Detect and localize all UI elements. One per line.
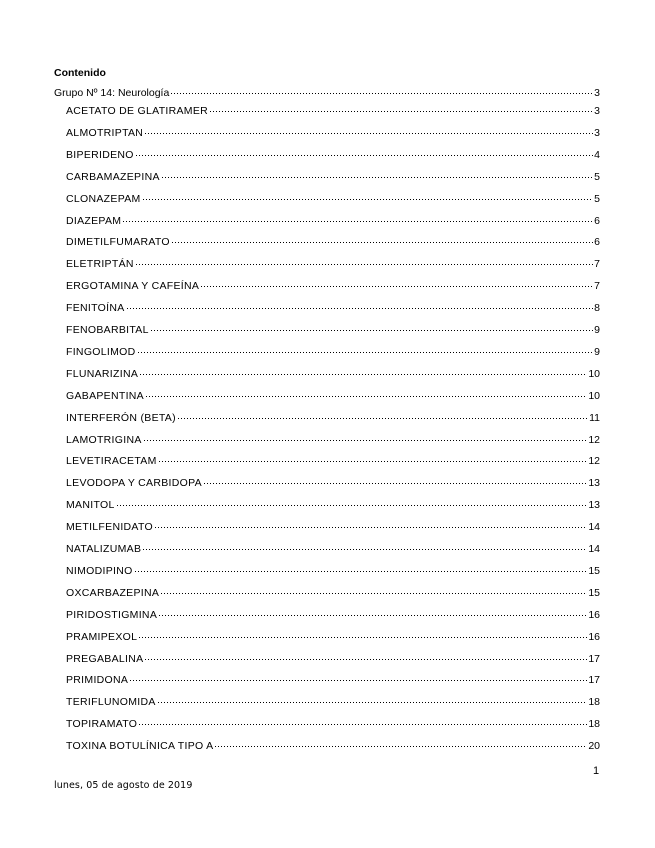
toc-leader-dots bbox=[209, 101, 593, 114]
toc-entry-label: FLUNARIZINA bbox=[66, 367, 139, 380]
toc-entry-page: 17 bbox=[588, 652, 600, 665]
toc-leader-dots bbox=[154, 517, 587, 530]
toc-leader-dots bbox=[116, 495, 588, 508]
toc-entry[interactable] bbox=[66, 167, 600, 184]
toc-entry-page: 12 bbox=[588, 433, 600, 446]
toc-leader-dots bbox=[214, 736, 587, 749]
toc-entry[interactable] bbox=[66, 211, 600, 228]
toc-leader-dots bbox=[145, 386, 587, 399]
toc-entry-page: 5 bbox=[594, 192, 600, 205]
toc-entry[interactable] bbox=[66, 342, 600, 359]
toc-entry-page: 4 bbox=[594, 148, 600, 161]
toc-leader-dots bbox=[170, 83, 593, 96]
toc-entry[interactable] bbox=[66, 254, 600, 271]
toc-entry[interactable] bbox=[66, 320, 600, 337]
toc-leader-dots bbox=[142, 539, 587, 552]
toc-entry-page: 7 bbox=[594, 258, 600, 271]
toc-entry-page: 13 bbox=[588, 477, 600, 490]
toc-heading: Contenido bbox=[54, 67, 106, 79]
toc-entry[interactable] bbox=[66, 561, 600, 578]
toc-entry-label: PRAMIPEXOL bbox=[66, 630, 138, 643]
toc-entry-page: 9 bbox=[594, 345, 600, 358]
toc-entry-page: 10 bbox=[588, 389, 600, 402]
toc-entry-label: TOXINA BOTULÍNICA TIPO A bbox=[66, 740, 214, 753]
page-number: 1 bbox=[593, 765, 600, 777]
toc-entry-label: PIRIDOSTIGMINA bbox=[66, 608, 158, 621]
toc-main-entry-page: 3 bbox=[594, 87, 600, 99]
toc-entry[interactable] bbox=[66, 714, 600, 731]
toc-entry-page: 3 bbox=[594, 105, 600, 117]
toc-entry[interactable] bbox=[66, 736, 600, 753]
toc-leader-dots bbox=[122, 211, 593, 224]
toc-entry-page: 9 bbox=[594, 324, 600, 336]
toc-entry-label: FENOBARBITAL bbox=[66, 324, 149, 336]
toc-entry[interactable] bbox=[66, 298, 600, 315]
toc-leader-dots bbox=[135, 254, 593, 267]
toc-entry[interactable] bbox=[66, 583, 600, 600]
toc-entry[interactable] bbox=[66, 670, 600, 687]
toc-entry[interactable] bbox=[66, 232, 600, 249]
toc-leader-dots bbox=[137, 342, 594, 355]
toc-entry-page: 14 bbox=[588, 521, 600, 534]
toc-entry[interactable] bbox=[66, 364, 600, 381]
toc-entry-page: 18 bbox=[588, 718, 600, 731]
toc-entry-page: 5 bbox=[594, 170, 600, 183]
toc-leader-dots bbox=[200, 276, 593, 289]
toc-entry-page: 3 bbox=[594, 126, 600, 139]
toc-entry-label: LEVETIRACETAM bbox=[66, 455, 157, 468]
toc-entry-page: 6 bbox=[594, 214, 600, 227]
toc-leader-dots bbox=[157, 692, 588, 705]
toc-entry[interactable] bbox=[66, 517, 600, 534]
toc-entry[interactable] bbox=[66, 408, 600, 425]
toc-entry-page: 13 bbox=[588, 499, 600, 512]
toc-entry[interactable] bbox=[66, 605, 600, 622]
toc-entry-label: MANITOL bbox=[66, 499, 115, 512]
toc-entry-page: 8 bbox=[594, 302, 600, 315]
toc-leader-dots bbox=[134, 561, 588, 574]
toc-entry[interactable] bbox=[66, 451, 600, 468]
toc-entry-label: CLONAZEPAM bbox=[66, 192, 141, 205]
toc-leader-dots bbox=[126, 298, 594, 311]
toc-entry-label: GABAPENTINA bbox=[66, 389, 144, 402]
toc-leader-dots bbox=[177, 408, 588, 421]
toc-leader-dots bbox=[143, 430, 588, 443]
toc-entry-page: 20 bbox=[588, 740, 600, 753]
toc-leader-dots bbox=[142, 189, 594, 202]
toc-leader-dots bbox=[158, 605, 587, 618]
toc-entry-page: 7 bbox=[594, 280, 600, 293]
toc-entry-label: CARBAMAZEPINA bbox=[66, 170, 160, 183]
toc-entry-label: OXCARBAZEPINA bbox=[66, 586, 160, 599]
toc-entry-page: 16 bbox=[588, 630, 600, 643]
toc-leader-dots bbox=[160, 583, 587, 596]
footer-date: lunes, 05 de agosto de 2019 bbox=[54, 780, 193, 791]
toc-entry-label: METILFENIDATO bbox=[66, 521, 153, 534]
toc-entry[interactable] bbox=[66, 473, 600, 490]
toc-entry-label: NATALIZUMAB bbox=[66, 543, 142, 555]
toc-entry-label: NIMODIPINO bbox=[66, 564, 133, 577]
toc-entry[interactable] bbox=[66, 123, 600, 140]
toc-entry[interactable] bbox=[66, 692, 600, 709]
toc-entry-label: DIAZEPAM bbox=[66, 214, 122, 227]
toc-leader-dots bbox=[138, 627, 587, 640]
toc-entry-page: 14 bbox=[588, 543, 600, 555]
toc-entry-label: ERGOTAMINA Y CAFEÍNA bbox=[66, 280, 200, 293]
toc-leader-dots bbox=[144, 123, 593, 136]
toc-entry-label: DIMETILFUMARATO bbox=[66, 236, 170, 249]
toc-entry-label: TERIFLUNOMIDA bbox=[66, 696, 156, 709]
toc-entry-label: LAMOTRIGINA bbox=[66, 433, 142, 446]
toc-entry-label: ACETATO DE GLATIRAMER bbox=[66, 105, 209, 117]
toc-entry-label: ALMOTRIPTAN bbox=[66, 126, 144, 139]
toc-entry[interactable] bbox=[66, 386, 600, 403]
toc-entry-label: FENITOÍNA bbox=[66, 302, 125, 315]
toc-entry-page: 10 bbox=[588, 367, 600, 380]
toc-leader-dots bbox=[135, 145, 593, 158]
toc-leader-dots bbox=[129, 670, 587, 683]
toc-entry[interactable] bbox=[66, 145, 600, 162]
toc-entry[interactable] bbox=[66, 649, 600, 666]
toc-entry[interactable] bbox=[66, 430, 600, 447]
toc-entry[interactable] bbox=[66, 539, 600, 556]
toc-leader-dots bbox=[150, 320, 593, 333]
toc-entry-page: 12 bbox=[588, 455, 600, 468]
toc-entry-page: 16 bbox=[588, 608, 600, 621]
toc-entry-label: PRIMIDONA bbox=[66, 674, 129, 687]
toc-entry[interactable] bbox=[66, 495, 600, 512]
toc-leader-dots bbox=[161, 167, 593, 180]
toc-entry-label: TOPIRAMATO bbox=[66, 718, 138, 731]
toc-entry-page: 15 bbox=[588, 586, 600, 599]
toc-leader-dots bbox=[203, 473, 587, 486]
toc-entry-label: PREGABALINA bbox=[66, 652, 144, 665]
toc-leader-dots bbox=[138, 714, 587, 727]
toc-entry[interactable] bbox=[66, 276, 600, 293]
toc-leader-dots bbox=[158, 451, 588, 464]
toc-entry-page: 11 bbox=[589, 411, 600, 424]
toc-entry-page: 15 bbox=[588, 564, 600, 577]
toc-main-entry[interactable] bbox=[54, 83, 600, 100]
toc-entry-label: INTERFERÓN (BETA) bbox=[66, 411, 176, 424]
toc-main-entry-label: Grupo Nº 14: Neurología bbox=[54, 87, 170, 99]
toc-entry-label: FINGOLIMOD bbox=[66, 345, 136, 358]
toc-entry-page: 17 bbox=[588, 674, 600, 687]
toc-entry-label: BIPERIDENO bbox=[66, 148, 134, 161]
toc-leader-dots bbox=[139, 364, 587, 377]
toc-leader-dots bbox=[144, 649, 587, 662]
toc-leader-dots bbox=[171, 232, 593, 245]
toc-entry[interactable] bbox=[66, 627, 600, 644]
toc-entry-page: 6 bbox=[594, 236, 600, 249]
toc-entry[interactable] bbox=[66, 189, 600, 206]
toc-entry-label: LEVODOPA Y CARBIDOPA bbox=[66, 477, 202, 490]
toc-entry-label: ELETRIPTÁN bbox=[66, 258, 134, 271]
toc-entry-page: 18 bbox=[588, 696, 600, 709]
toc-entry[interactable] bbox=[66, 101, 600, 118]
